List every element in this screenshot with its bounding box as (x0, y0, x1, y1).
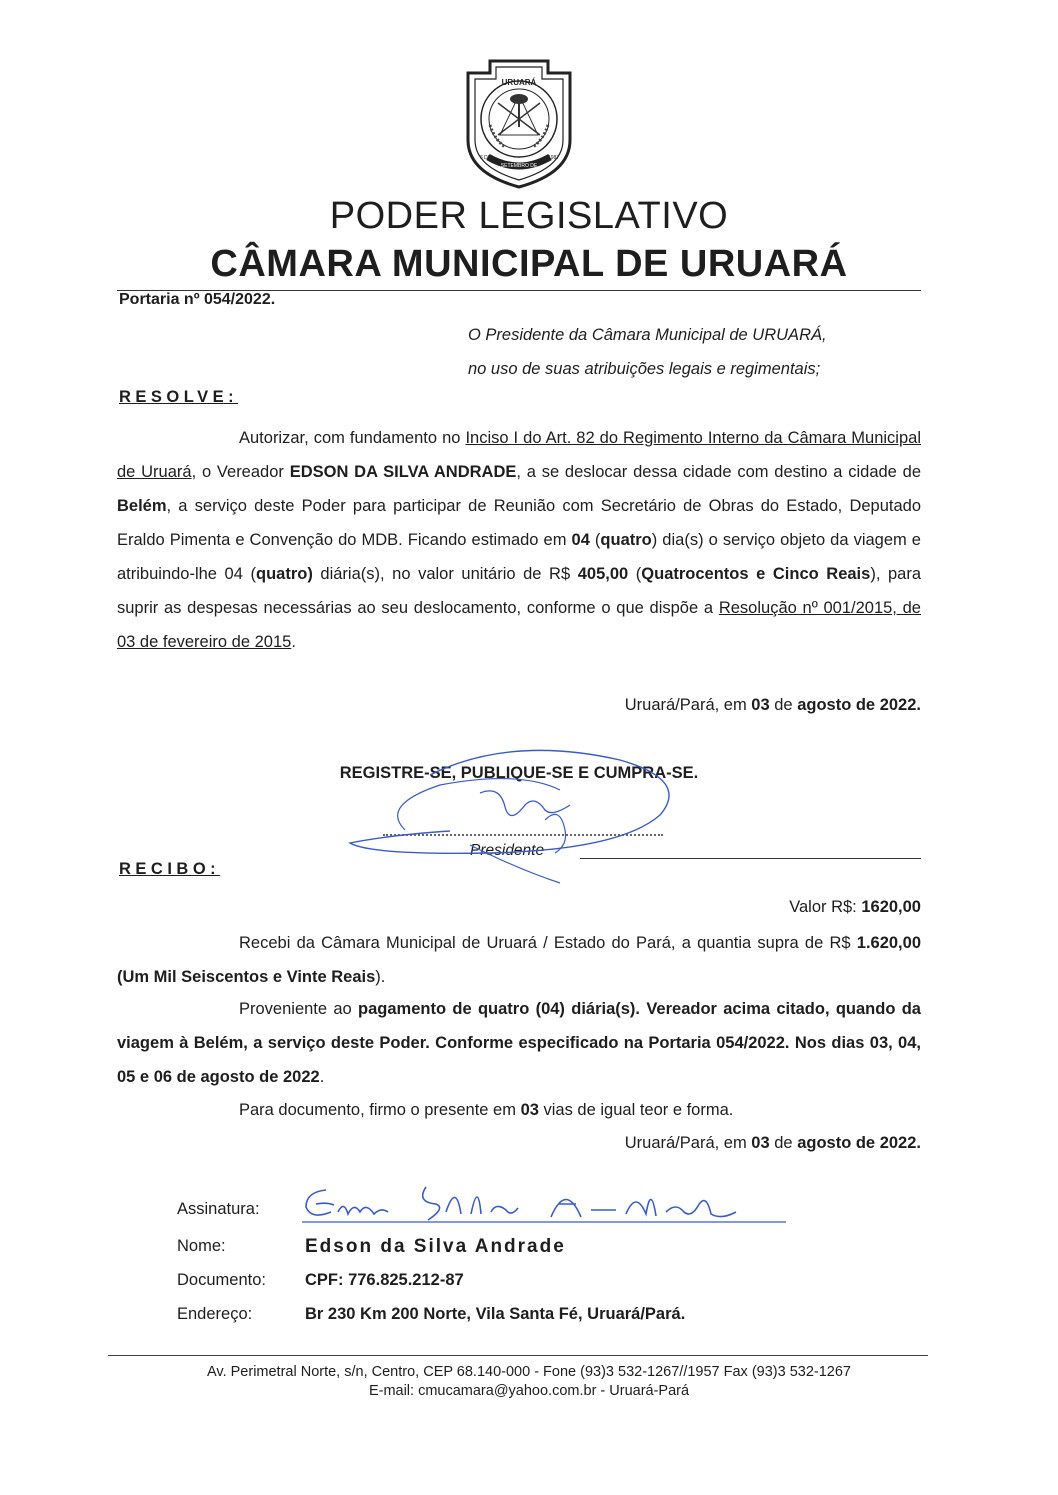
recibo-valor: Valor R$: 1620,00 (789, 898, 921, 916)
portaria-number: Portaria nº 054/2022. (119, 291, 276, 308)
registre-line: REGISTRE-SE, PUBLIQUE-SE E CUMPRA-SE. (339, 764, 699, 782)
header-title-1: PODER LEGISLATIVO (329, 195, 729, 237)
recibo-paragraph-1: Recebi da Câmara Municipal de Uruará / Estado do Pará, a quantia supra de R$ 1.620,00 (Um Mil Seiscentos e Vinte Reais). (117, 934, 921, 986)
seal-right-text: 1987 (548, 155, 560, 161)
footer-email: E-mail: cmucamara@yahoo.com.br - Uruará-Pará (368, 1383, 690, 1399)
intro-line-2: no uso de suas atribuições legais e regimentais; (468, 360, 821, 378)
endereco-label: Endereço: (177, 1305, 253, 1323)
president-signature (330, 735, 700, 885)
documento-label: Documento: (177, 1271, 266, 1289)
daily-value: 405,00 (577, 565, 629, 583)
portaria-date: Uruará/Pará, em 03 de agosto de 2022. (624, 696, 921, 714)
recibo-paragraph-2: Proveniente ao pagamento de quatro (04) diária(s). Vereador acima citado, quando da viagem à Belém, a serviço deste Poder. Conforme especificado na Portaria 054/2022. Nos dias 03, 04, 05 e 06 de agosto de 2022. (117, 1000, 921, 1086)
nome-value: Edson da Silva Andrade (305, 1236, 566, 1257)
recibo-heading: RECIBO: (119, 860, 221, 878)
intro-line-1: O Presidente da Câmara Municipal de URUARÁ, (468, 326, 827, 344)
resolve-heading: RESOLVE: (119, 388, 239, 406)
nome-label: Nome: (177, 1237, 226, 1255)
recibo-paragraph-3: Para documento, firmo o presente em 03 vias de igual teor e forma. (239, 1101, 734, 1119)
endereco-value: Br 230 Km 200 Norte, Vila Santa Fé, Uruará/Pará. (305, 1305, 686, 1323)
seal-band-text: SETEMBRO DE (500, 163, 538, 169)
presidente-label: Presidente (470, 842, 545, 859)
municipal-seal (460, 55, 578, 190)
footer-divider (108, 1355, 928, 1356)
resolve-paragraph: Autorizar, com fundamento no Inciso I do Art. 82 do Regimento Interno da Câmara Municipal de Uruará, o Vereador EDSON DA SILVA ANDRADE, a se deslocar dessa cidade com destino a cidade de Belém, a serviço deste Poder para participar de Reunião com Secretário de Obras do Estado, Deputado Eraldo Pimenta e Convenção do MDB. Ficando estimado em 04 (quatro) dia(s) o serviço objeto da viagem e atribuindo-lhe 04 (quatro) diária(s), no valor unitário de R$ 405,00 (Quatrocentos e Cinco Reais), para suprir as despesas necessárias ao seu deslocamento, conforme o que dispõe a Resolução nº 001/2015, de 03 de fevereiro de 2015. (117, 429, 922, 651)
assinatura-label: Assinatura: (177, 1200, 260, 1218)
seal-title: URUARÁ (501, 78, 537, 87)
recibo-date: Uruará/Pará, em 03 de agosto de 2022. (624, 1134, 921, 1152)
recibo-divider (580, 858, 921, 859)
resolution-reference: Resolução nº 001/2015, de 03 de fevereiro de 2015 (117, 599, 921, 651)
recipient-signature (296, 1172, 796, 1230)
regimento-reference: Inciso I do Art. 82 do Regimento Interno da Câmara Municipal de Uruará (117, 429, 921, 481)
footer-address: Av. Perimetral Norte, s/n, Centro, CEP 68.140-000 - Fone (93)3 532-1267//1957 Fax (93)3 532-1267 (206, 1364, 851, 1380)
header-title-2: CÂMARA MUNICIPAL DE URUARÁ (210, 243, 848, 285)
vereador-name: EDSON DA SILVA ANDRADE (289, 463, 517, 481)
seal-left-text: 6 DE (480, 155, 492, 161)
documento-value: CPF: 776.825.212-87 (305, 1271, 464, 1289)
